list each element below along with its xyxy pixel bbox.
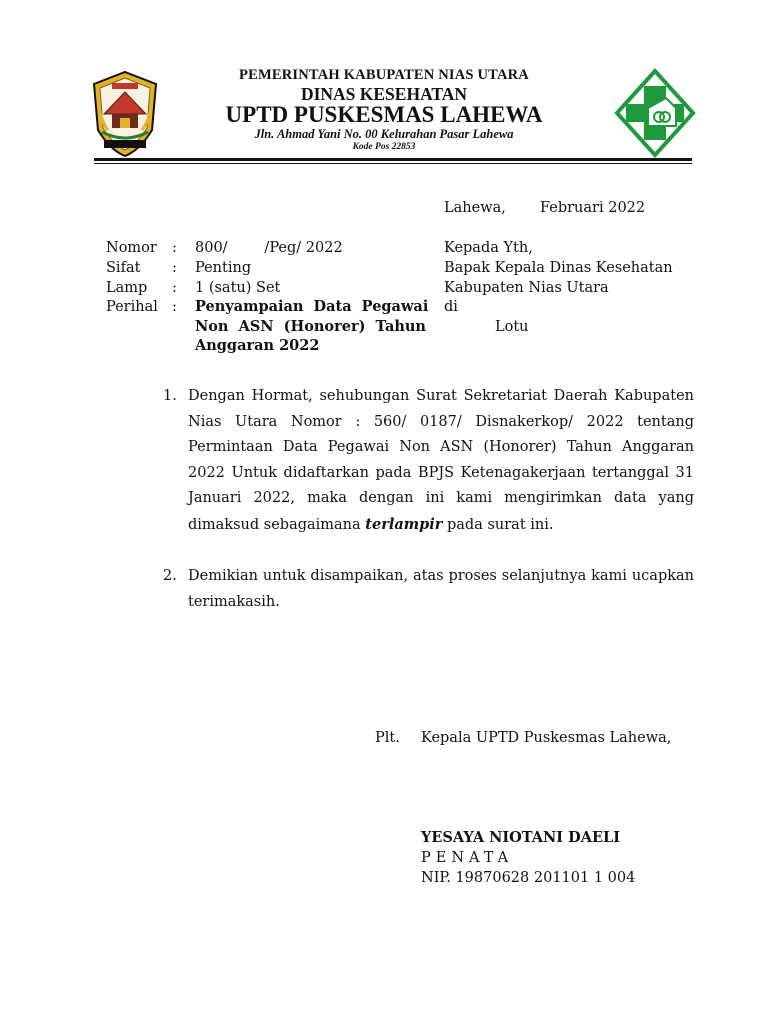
perihal-line-1: Penyampaian Data Pegawai	[195, 298, 429, 315]
signature-plt: Plt.	[375, 730, 400, 746]
meta-value-nomor: 800/ /Peg/ 2022	[195, 240, 343, 256]
letterhead-postal-code: Kode Pos 22853	[352, 142, 416, 152]
paragraph-2: Demikian untuk disampaikan, atas proses selanjutnya kami ucapkan terimakasih.	[188, 568, 694, 610]
date: Februari 2022	[540, 200, 646, 216]
meta-sep: :	[172, 280, 177, 296]
letterhead-government: PEMERINTAH KABUPATEN NIAS UTARA	[239, 67, 529, 83]
paragraph-1-number: 1.	[163, 388, 177, 404]
recipient-di: di	[444, 299, 458, 315]
letterhead-rule-thin	[94, 163, 692, 164]
meta-label-nomor: Nomor	[106, 240, 157, 256]
signature-position: Kepala UPTD Puskesmas Lahewa,	[421, 730, 672, 746]
letterhead-institution: UPTD PUSKESMAS LAHEWA	[225, 102, 543, 127]
perihal-line-3: Anggaran 2022	[195, 337, 320, 354]
meta-label-perihal: Perihal	[106, 299, 158, 315]
meta-sep: :	[172, 260, 177, 276]
paragraph-1-text: Dengan Hormat, sehubungan Surat Sekretariat Daerah Kabupaten Nias Utara Nomor : 560/ 0187/ Disnakerkop/ 2022 tentang Permintaan Data Pegawai Non ASN (Honorer) Tahun Anggaran 2022 Untuk didaftarkan pada BPJS Ketenagakerjaan tertanggal 31 Januari 2022, maka dengan ini kami mengirimkan data yang dimaksud sebagaimana	[188, 388, 694, 533]
paragraph-1-emphasis: terlampir	[365, 515, 443, 533]
paragraph-2-number: 2.	[163, 568, 177, 584]
signature-name: YESAYA NIOTANI DAELI	[421, 829, 620, 846]
letterhead-department: DINAS KESEHATAN	[300, 84, 468, 104]
meta-value-sifat: Penting	[195, 260, 252, 276]
recipient-region: Kabupaten Nias Utara	[444, 280, 609, 296]
meta-label-sifat: Sifat	[106, 260, 141, 276]
place: Lahewa,	[444, 200, 506, 216]
meta-label-lamp: Lamp	[106, 280, 148, 296]
recipient-title: Bapak Kepala Dinas Kesehatan	[444, 260, 673, 276]
signature-nip: NIP. 19870628 201101 1 004	[421, 870, 636, 886]
letterhead-address: Jln. Ahmad Yani No. 00 Kelurahan Pasar Lahewa	[254, 127, 514, 141]
meta-sep: :	[172, 240, 177, 256]
paragraph-1-end: pada surat ini.	[442, 516, 554, 533]
letterhead-rule-thick	[94, 158, 692, 161]
paragraph-1	[188, 384, 694, 538]
meta-value-lamp: 1 (satu) Set	[195, 280, 281, 296]
recipient-city: Lotu	[495, 319, 529, 335]
meta-sep: :	[172, 299, 177, 315]
signature-rank: PENATA	[421, 850, 514, 866]
perihal-line-2: Non ASN (Honorer) Tahun	[195, 318, 426, 335]
recipient-greeting: Kepada Yth,	[444, 240, 533, 256]
